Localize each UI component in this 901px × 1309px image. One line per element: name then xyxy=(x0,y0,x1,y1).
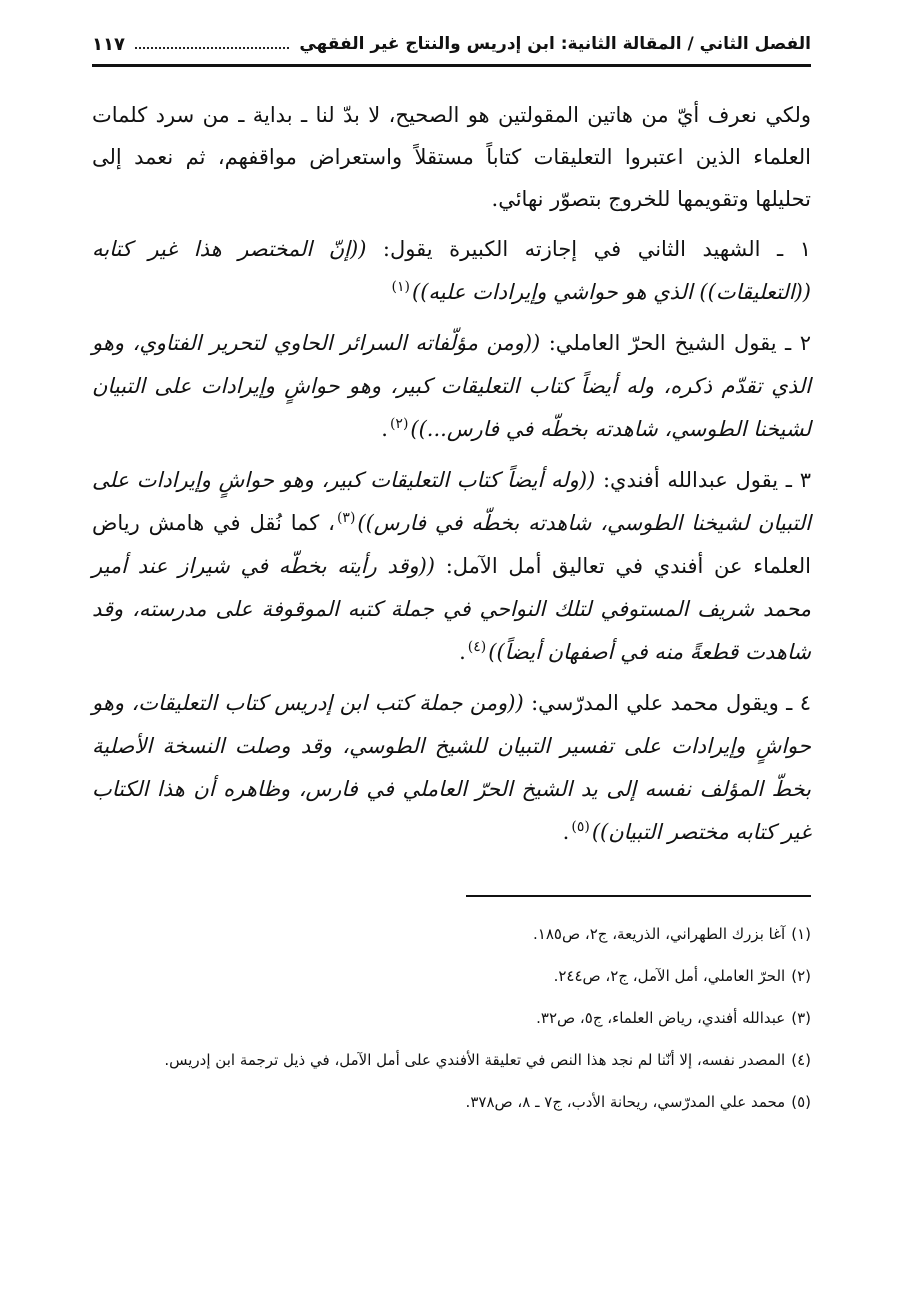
item-quote: ((ومن مؤلّفاته السرائر الحاوي لتحرير الفتاوي، وهو الذي تقدّم ذكره، وله أيضاً كتاب التعليقات كبير، وهو حواشٍ وإيرادات على التبيان لشيخنا الطوسي، شاهدته بخطّه في فارس...)) xyxy=(92,331,811,441)
item-lead: ـ ويقول محمد علي المدرّسي: xyxy=(531,691,793,715)
item-quote: ((ومن جملة كتب ابن إدريس كتاب التعليقات، وهو حواشٍ وإيرادات على تفسير التبيان للشيخ الطوسي، وقد وصلت النسخة الأصلية بخطّ المؤلف نفسه إلى يد الشيخ الحرّ العاملي في فارس، وظاهره أن هذا الكتاب غير كتابه مختصر التبيان)) xyxy=(92,691,811,844)
item-end: . xyxy=(459,640,466,664)
item-number: ٤ xyxy=(799,691,811,715)
footnote-ref: (٣) xyxy=(336,510,356,526)
footnote-ref: (١) xyxy=(391,279,411,295)
header-title: الفصل الثاني / المقالة الثانية: ابن إدريس والنتاج غير الفقهي xyxy=(299,34,811,54)
footnote-label: (٢) xyxy=(791,967,811,985)
footnote-text: عبدالله أفندي، رياض العلماء، ج٥، ص٣٢. xyxy=(536,1009,786,1027)
running-header xyxy=(92,26,811,62)
item-quote: ((إنّ المختصر هذا غير كتابه ((التعليقات)) الذي هو حواشي وإيرادات عليه)) xyxy=(92,237,811,304)
item-number: ٣ xyxy=(799,468,811,492)
footnote-ref-2: (٤) xyxy=(467,639,487,655)
item-quote: ((وله أيضاً كتاب التعليقات كبير، وهو حواشٍ وإيرادات على التبيان لشيخنا الطوسي، شاهدته بخطّه في فارس)) xyxy=(92,468,811,535)
item-end: . xyxy=(381,417,388,441)
header-leader-dots xyxy=(135,47,289,49)
item-lead: ـ يقول عبدالله أفندي: xyxy=(602,468,792,492)
footnote-5 xyxy=(90,1088,811,1117)
item-lead: ـ الشهيد الثاني في إجازته الكبيرة يقول: xyxy=(382,237,784,261)
footnote-4 xyxy=(90,1046,811,1075)
footnote-text: آغا بزرك الطهراني، الذريعة، ج٢، ص١٨٥. xyxy=(532,925,786,943)
footnote-ref: (٥) xyxy=(571,819,590,835)
footnotes xyxy=(90,920,811,1130)
intro-paragraph: ولكي نعرف أيّ من هاتين المقولتين هو الصحيح، لا بدّ لنا ـ بداية ـ من سرد كلمات العلماء الذين اعتبروا التعليقات كتاباً مستقلاً واستعراض مواقفهم، ثم نعمد إلى تحليلها وتقويمها للخروج بتصوّر نهائي. xyxy=(92,103,811,211)
main-text xyxy=(92,94,811,862)
footnote-text: الحرّ العاملي، أمل الآمل، ج٢، ص٢٤٤. xyxy=(553,967,786,985)
item-lead: ـ يقول الشيخ الحرّ العاملي: xyxy=(548,331,792,355)
list-item-2 xyxy=(92,322,811,451)
footnote-2 xyxy=(90,962,811,991)
item-end: . xyxy=(562,820,570,844)
footnote-label: (٣) xyxy=(791,1009,811,1027)
footnote-label: (٤) xyxy=(791,1051,811,1069)
footnote-text: محمد علي المدرّسي، ريحانة الأدب، ج٧ ـ ٨، ص٣٧٨. xyxy=(465,1093,786,1111)
footnote-text: المصدر نفسه، إلا أنّنا لم نجد هذا النص في تعليقة الأفندي على أمل الآمل، في ذيل ترجمة ابن إدريس. xyxy=(164,1051,786,1069)
footnote-ref: (٢) xyxy=(389,416,409,432)
footnote-1 xyxy=(90,920,811,949)
item-number: ٢ xyxy=(799,331,811,355)
list-item-1 xyxy=(92,228,811,314)
footnote-label: (١) xyxy=(791,925,811,943)
item-quote-2: ((وقد رأيته بخطّه في شيراز عند أمير محمد شريف المستوفي لتلك النواحي في جملة كتبه الموقوفة على مدرسته، وقد شاهدت قطعةً منه في أصفهان أيضاً)) xyxy=(92,554,811,664)
header-rule xyxy=(92,64,811,67)
list-item-3 xyxy=(92,459,811,674)
footnote-label: (٥) xyxy=(791,1093,811,1111)
footnote-separator xyxy=(466,895,811,897)
item-number: ١ xyxy=(799,237,811,261)
footnote-3 xyxy=(90,1004,811,1033)
item-mid: ، كما نُقل في هامش رياض العلماء عن أفندي في تعاليق أمل الآمل: xyxy=(92,511,811,578)
list-item-4 xyxy=(92,682,811,854)
page-number: ١١٧ xyxy=(92,33,125,55)
